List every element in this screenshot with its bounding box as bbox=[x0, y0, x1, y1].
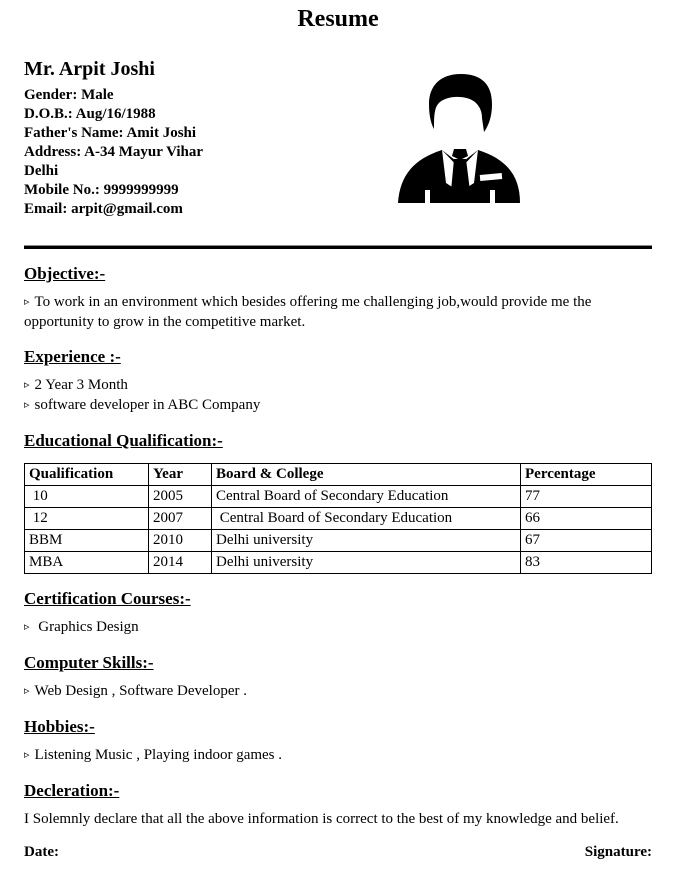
address-line-2: Delhi bbox=[24, 163, 59, 179]
arrow-bullet-icon: ▹ bbox=[24, 296, 30, 308]
list-item: ▹ Listening Music , Playing indoor games . bbox=[24, 747, 283, 763]
hobbies-heading: Hobbies:- bbox=[24, 717, 95, 736]
table-row bbox=[25, 530, 652, 552]
table-cell: BBM bbox=[25, 530, 149, 552]
table-header-cell: Qualification bbox=[25, 464, 149, 486]
table-cell: Central Board of Secondary Education bbox=[212, 486, 521, 508]
arrow-bullet-icon: ▹ bbox=[24, 749, 30, 761]
section-certification bbox=[24, 589, 652, 638]
date-label: Date: bbox=[24, 844, 59, 860]
arrow-bullet-icon: ▹ bbox=[24, 399, 30, 411]
section-experience bbox=[24, 347, 652, 416]
declaration-text: I Solemnly declare that all the above information is correct to the best of my knowledge and belief. bbox=[24, 811, 619, 827]
table-cell: 67 bbox=[521, 530, 652, 552]
table-header-cell: Year bbox=[149, 464, 212, 486]
list-item: ▹ Web Design , Software Developer . bbox=[24, 683, 248, 699]
table-header-cell: Board & College bbox=[212, 464, 521, 486]
certification-heading: Certification Courses:- bbox=[24, 589, 191, 608]
objective-heading: Objective:- bbox=[24, 264, 106, 283]
list-item: ▹ 2 Year 3 Month bbox=[24, 377, 128, 393]
table-cell: 2005 bbox=[149, 486, 212, 508]
table-row bbox=[25, 508, 652, 530]
section-hobbies bbox=[24, 717, 652, 766]
signature-label: Signature: bbox=[584, 844, 652, 860]
section-objective bbox=[24, 264, 652, 332]
table-cell: 2010 bbox=[149, 530, 212, 552]
person-in-suit-icon bbox=[396, 71, 522, 203]
table-cell: Delhi university bbox=[212, 530, 521, 552]
table-cell: 2007 bbox=[149, 508, 212, 530]
education-table bbox=[24, 463, 652, 574]
section-education bbox=[24, 431, 652, 574]
gender-line: Gender: Male bbox=[24, 87, 114, 103]
table-cell: 12 bbox=[25, 508, 149, 530]
table-cell: 2014 bbox=[149, 552, 212, 574]
page-title: Resume bbox=[297, 6, 379, 32]
profile-photo bbox=[396, 71, 522, 203]
table-cell: Central Board of Secondary Education bbox=[212, 508, 521, 530]
experience-heading: Experience :- bbox=[24, 347, 121, 366]
table-cell: 83 bbox=[521, 552, 652, 574]
list-item: ▹ software developer in ABC Company bbox=[24, 397, 261, 413]
table-header-cell: Percentage bbox=[521, 464, 652, 486]
section-divider bbox=[24, 245, 652, 249]
dob-line: D.O.B.: Aug/16/1988 bbox=[24, 106, 156, 122]
experience-list bbox=[24, 376, 652, 416]
candidate-name: Mr. Arpit Joshi bbox=[24, 58, 155, 80]
table-cell: Delhi university bbox=[212, 552, 521, 574]
email-line: Email: arpit@gmail.com bbox=[24, 201, 183, 217]
mobile-line: Mobile No.: 9999999999 bbox=[24, 182, 179, 198]
table-row bbox=[25, 552, 652, 574]
section-computer-skills bbox=[24, 653, 652, 702]
father-name-line: Father's Name: Amit Joshi bbox=[24, 125, 197, 141]
table-cell: 66 bbox=[521, 508, 652, 530]
personal-info-section bbox=[24, 57, 652, 219]
list-item: ▹ Graphics Design bbox=[24, 619, 139, 635]
table-row bbox=[25, 486, 652, 508]
computer-skills-heading: Computer Skills:- bbox=[24, 653, 154, 672]
arrow-bullet-icon: ▹ bbox=[24, 379, 30, 391]
arrow-bullet-icon: ▹ bbox=[24, 621, 30, 633]
declaration-heading: Decleration:- bbox=[24, 781, 120, 800]
table-header-row bbox=[25, 464, 652, 486]
arrow-bullet-icon: ▹ bbox=[24, 685, 30, 697]
objective-text: ▹ To work in an environment which besides offering me challenging job,would provide me the opportunity to grow in the competitive market. bbox=[24, 294, 596, 330]
signature-row bbox=[24, 844, 652, 861]
address-line-1: Address: A-34 Mayur Vihar bbox=[24, 144, 204, 160]
table-cell: 77 bbox=[521, 486, 652, 508]
section-declaration bbox=[24, 781, 652, 829]
table-cell: 10 bbox=[25, 486, 149, 508]
resume-page bbox=[0, 6, 674, 879]
table-cell: MBA bbox=[25, 552, 149, 574]
education-heading: Educational Qualification:- bbox=[24, 431, 223, 450]
